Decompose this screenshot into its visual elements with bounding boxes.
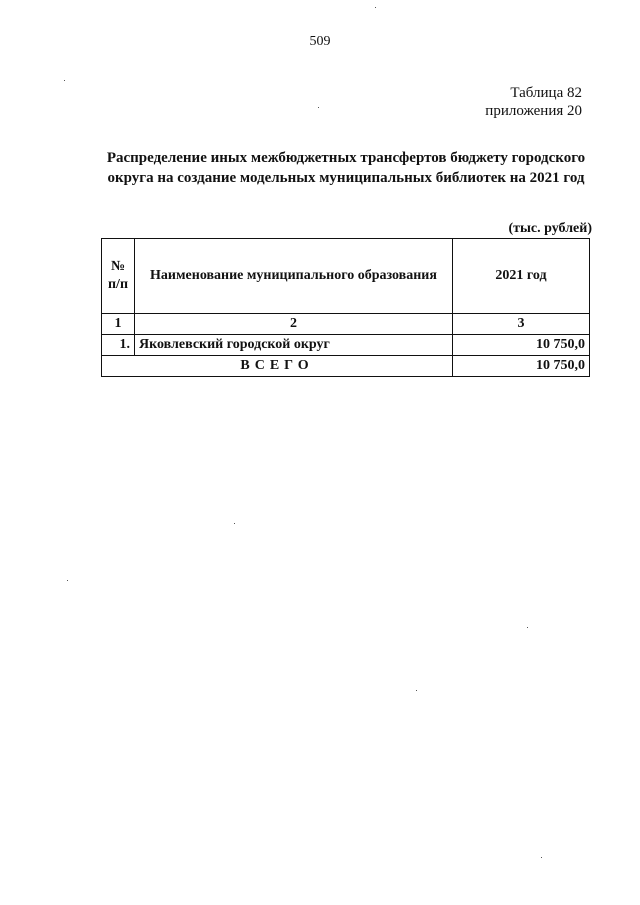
page-number: 509 xyxy=(309,34,331,49)
scan-speck xyxy=(527,627,528,628)
table-reference xyxy=(485,84,582,120)
total-label: ВСЕГО xyxy=(102,356,453,377)
header-year: 2021 год xyxy=(453,239,590,314)
scan-speck xyxy=(234,523,235,524)
scan-speck xyxy=(67,580,68,581)
row-value: 10 750,0 xyxy=(453,335,590,356)
table-reference-line-1: Таблица 82 xyxy=(510,85,582,101)
document-title-line-2: округа на создание модельных муниципальных библиотек на 2021 год xyxy=(107,170,585,186)
scan-speck xyxy=(541,857,542,858)
total-value: 10 750,0 xyxy=(453,356,590,377)
header-municipality-name: Наименование муниципального образования xyxy=(135,239,453,314)
column-index-row xyxy=(102,314,590,335)
document-title-line-1: Распределение иных межбюджетных трансфертов бюджету городского xyxy=(106,150,586,166)
column-index-cell: 1 xyxy=(102,314,135,335)
scan-speck xyxy=(375,7,376,8)
table-header-row xyxy=(102,239,590,314)
table-row xyxy=(102,335,590,356)
budget-table xyxy=(101,238,590,377)
row-municipality-name: Яковлевский городской округ xyxy=(135,335,453,356)
column-index-cell: 2 xyxy=(135,314,453,335)
scan-speck xyxy=(64,80,65,81)
header-number: № п/п xyxy=(102,239,135,314)
total-row xyxy=(102,356,590,377)
column-index-cell: 3 xyxy=(453,314,590,335)
table-reference-line-2: приложения 20 xyxy=(485,103,582,119)
units-note: (тыс. рублей) xyxy=(508,221,592,236)
row-number: 1. xyxy=(102,335,135,356)
scan-speck xyxy=(416,690,417,691)
document-title xyxy=(96,148,596,188)
scan-speck xyxy=(318,107,319,108)
